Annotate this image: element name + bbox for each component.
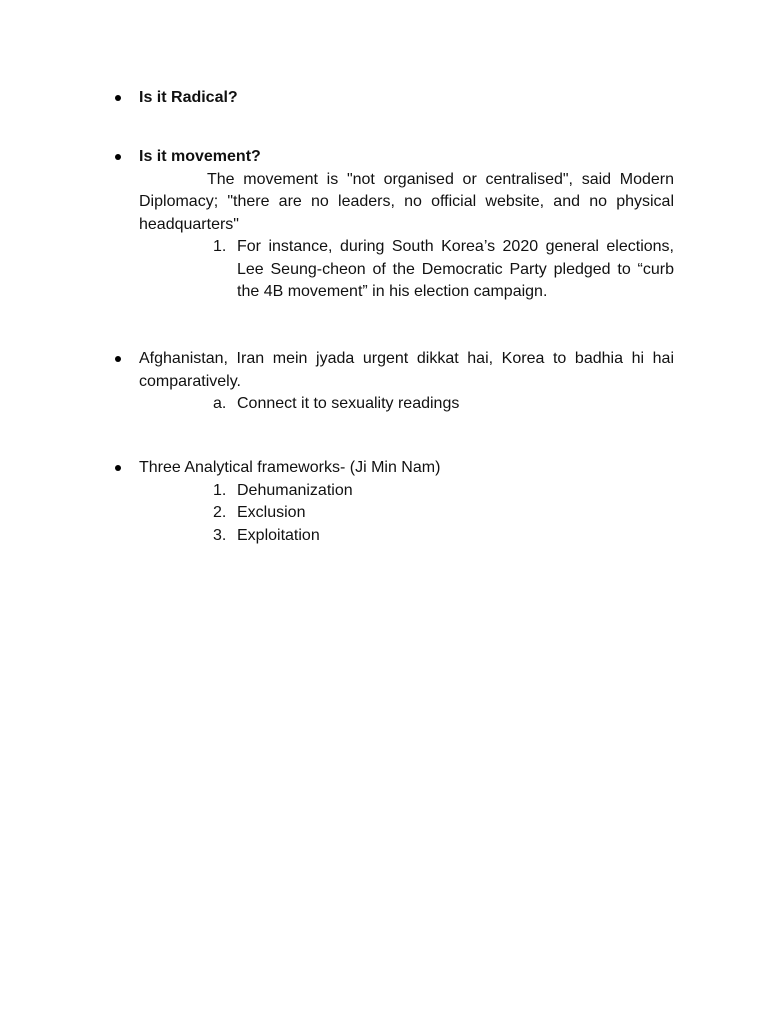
numbered-list — [139, 236, 674, 304]
bullet-heading: Is it movement? — [139, 148, 261, 165]
list-item-text: Exclusion — [237, 504, 306, 521]
bullet-heading: Is it Radical? — [139, 89, 238, 106]
list-item-text: For instance, during South Korea’s 2020 general elections, Lee Seung-cheon of the Democratic Party pledged to “curb the 4B movement” in his election campaign. — [237, 238, 674, 300]
list-item — [139, 480, 674, 503]
quote-paragraph: The movement is "not organised or centralised", said Modern Diplomacy; "there are no leaders, no official website, and no physical headquarters" — [139, 170, 674, 233]
lettered-list — [139, 393, 674, 416]
list-item — [139, 502, 674, 525]
bullet-dot-icon — [115, 95, 121, 101]
bullet-dot-icon — [115, 356, 121, 362]
bullet-dot-icon — [115, 154, 121, 160]
bullet-item-radical — [139, 87, 674, 110]
bullet-item-frameworks — [139, 457, 674, 547]
numbered-list — [139, 480, 674, 548]
list-marker: 2. — [213, 504, 227, 521]
list-item — [139, 236, 674, 304]
list-marker: 1. — [213, 481, 227, 499]
list-item — [139, 393, 674, 416]
list-item — [139, 525, 674, 548]
list-item-text: Exploitation — [237, 526, 320, 544]
list-item-text: Connect it to sexuality readings — [237, 395, 460, 412]
bullet-item-movement — [139, 146, 674, 304]
bullet-item-afghanistan — [139, 348, 674, 416]
bullet-dot-icon — [115, 465, 121, 471]
list-marker: 3. — [213, 526, 227, 544]
bullet-text: Three Analytical frameworks- (Ji Min Nam) — [139, 459, 441, 476]
list-item-text: Dehumanization — [237, 481, 353, 499]
list-marker: a. — [213, 395, 227, 412]
bullet-text: Afghanistan, Iran mein jyada urgent dikkat hai, Korea to badhia hi hai comparatively. — [139, 350, 674, 390]
list-marker: 1. — [213, 238, 227, 255]
